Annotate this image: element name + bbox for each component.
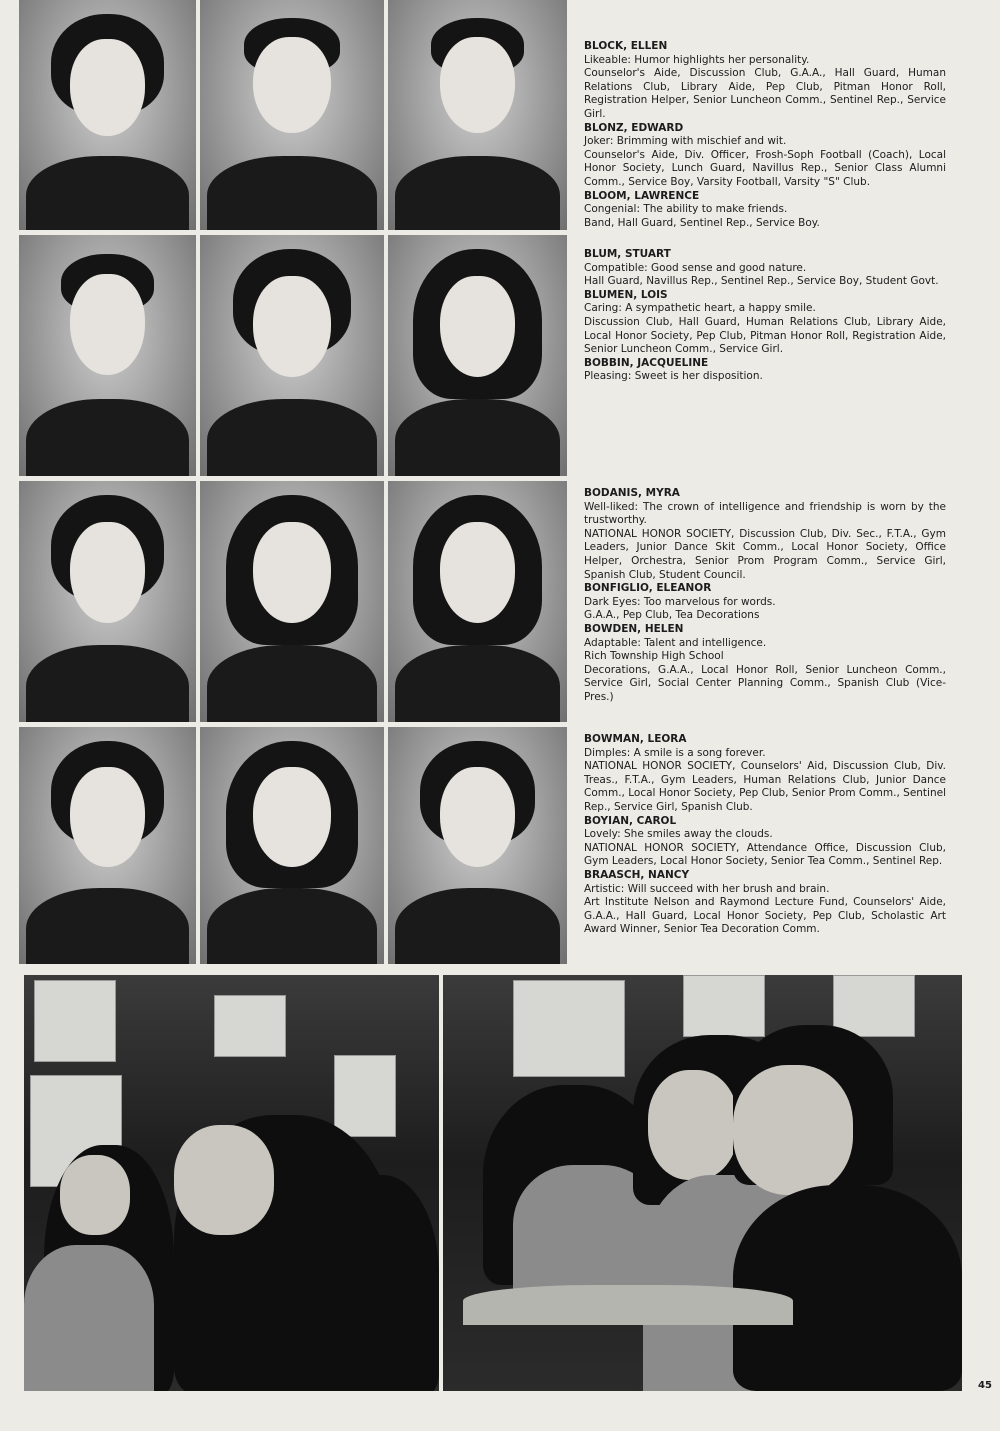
senior-name: BONFIGLIO, ELEANOR	[584, 582, 712, 595]
portrait-blumen-lois	[200, 235, 384, 476]
senior-activities: Art Institute Nelson and Raymond Lecture Fund, Counselors' Aide, G.A.A., Hall Guard, Local Honor Society, Pep Club, Scholastic Art Award Winner, Senior Tea Decoration Comm.	[584, 896, 946, 936]
senior-entry	[584, 623, 946, 705]
senior-entry	[584, 190, 946, 231]
senior-entry	[584, 357, 946, 384]
portrait-bodanis-myra	[19, 481, 196, 722]
senior-quote: Dark Eyes: Too marvelous for words.	[584, 595, 776, 608]
candid-photo-right	[443, 975, 962, 1391]
senior-name: BLUMEN, LOIS	[584, 288, 668, 301]
senior-quote: Compatible: Good sense and good nature.	[584, 261, 807, 274]
senior-name: BODANIS, MYRA	[584, 487, 680, 499]
entries-group-4	[584, 733, 946, 937]
senior-quote: Joker: Brimming with mischief and wit.	[584, 135, 787, 148]
senior-entry	[584, 40, 946, 122]
senior-quote: Artistic: Will succeed with her brush and brain.	[584, 882, 830, 895]
portrait-block-ellen	[19, 0, 196, 230]
portrait-bonfiglio-eleanor	[200, 481, 384, 722]
senior-activities: Counselor's Aide, Discussion Club, G.A.A., Hall Guard, Human Relations Club, Library Aide, Pep Club, Pitman Honor Roll, Registration Helper, Senior Luncheon Comm., Sentinel Rep., Service Girl.	[584, 67, 946, 120]
senior-entry	[584, 122, 946, 190]
senior-quote: Likeable: Humor highlights her personality.	[584, 53, 810, 66]
entries-group-3	[584, 487, 946, 705]
senior-quote: Congenial: The ability to make friends.	[584, 203, 788, 216]
senior-activities: G.A.A., Pep Club, Tea Decorations	[584, 609, 760, 622]
senior-entry	[584, 487, 946, 582]
senior-name: BOWMAN, LEORA	[584, 733, 687, 745]
senior-name: BLONZ, EDWARD	[584, 121, 684, 134]
portrait-blum-stuart	[19, 235, 196, 476]
senior-name: BLUM, STUART	[584, 248, 671, 260]
portrait-boyian-carol	[200, 727, 384, 964]
senior-name: BOWDEN, HELEN	[584, 622, 684, 635]
portrait-braasch-nancy	[388, 727, 567, 964]
senior-quote: Adaptable: Talent and intelligence.	[584, 636, 767, 649]
senior-activities: NATIONAL HONOR SOCIETY, Discussion Club, Div. Sec., F.T.A., Gym Leaders, Junior Dance Skit Comm., Local Honor Society, Office Helper, Orchestra, Senior Prom Program Comm., Service Girl, Spanish Club, Student Council.	[584, 527, 946, 581]
entries-group-1	[584, 40, 946, 230]
senior-name: BLOCK, ELLEN	[584, 40, 668, 52]
entries-group-2	[584, 248, 946, 384]
senior-name: BLOOM, LAWRENCE	[584, 189, 700, 202]
senior-entry	[584, 248, 946, 289]
senior-quote: Dimples: A smile is a song forever.	[584, 746, 766, 759]
senior-entry	[584, 582, 946, 623]
senior-name: BRAASCH, NANCY	[584, 868, 690, 881]
senior-quote: Well-liked: The crown of intelligence and friendship is worn by the trustworthy.	[584, 500, 946, 527]
senior-activities: Decorations, G.A.A., Local Honor Roll, Senior Luncheon Comm., Service Girl, Social Center Planning Comm., Spanish Club (Vice-Pres.)	[584, 663, 946, 703]
senior-activities: Counselor's Aide, Div. Officer, Frosh-Soph Football (Coach), Local Honor Society, Lunch Guard, Navillus Rep., Senior Class Alumni Comm., Service Boy, Varsity Football, Varsity "S" Club.	[584, 148, 946, 188]
senior-activities: Discussion Club, Hall Guard, Human Relations Club, Library Aide, Local Honor Society, Pep Club, Pitman Honor Roll, Registration Aide, Senior Luncheon Comm., Service Girl.	[584, 315, 946, 356]
senior-activities: Hall Guard, Navillus Rep., Sentinel Rep., Service Boy, Student Govt.	[584, 275, 939, 288]
portrait-bloom-lawrence	[388, 0, 567, 230]
portrait-blonz-edward	[200, 0, 384, 230]
senior-activities: NATIONAL HONOR SOCIETY, Counselors' Aid, Discussion Club, Div. Treas., F.T.A., Gym Leaders, Human Relations Club, Junior Dance Comm., Local Honor Society, Pep Club, Senior Prom Comm., Sentinel Rep., Service Girl, Spanish Club.	[584, 760, 946, 813]
senior-entry	[584, 733, 946, 815]
portrait-bowden-helen	[388, 481, 567, 722]
senior-name: BOYIAN, CAROL	[584, 814, 677, 827]
page-number: 45	[978, 1380, 992, 1391]
portrait-bobbin-jacqueline	[388, 235, 567, 476]
senior-name: BOBBIN, JACQUELINE	[584, 356, 709, 369]
senior-quote: Lovely: She smiles away the clouds.	[584, 828, 773, 841]
senior-activities: Rich Township High School	[584, 650, 724, 663]
portrait-bowman-leora	[19, 727, 196, 964]
senior-quote: Caring: A sympathetic heart, a happy smile.	[584, 302, 816, 315]
senior-entry	[584, 869, 946, 937]
senior-quote: Pleasing: Sweet is her disposition.	[584, 370, 763, 383]
senior-entry	[584, 815, 946, 869]
candid-photo-left	[24, 975, 439, 1391]
senior-activities: NATIONAL HONOR SOCIETY, Attendance Office, Discussion Club, Gym Leaders, Local Honor Society, Senior Tea Comm., Sentinel Rep.	[584, 841, 946, 868]
senior-entry	[584, 289, 946, 357]
senior-activities: Band, Hall Guard, Sentinel Rep., Service Boy.	[584, 216, 820, 229]
